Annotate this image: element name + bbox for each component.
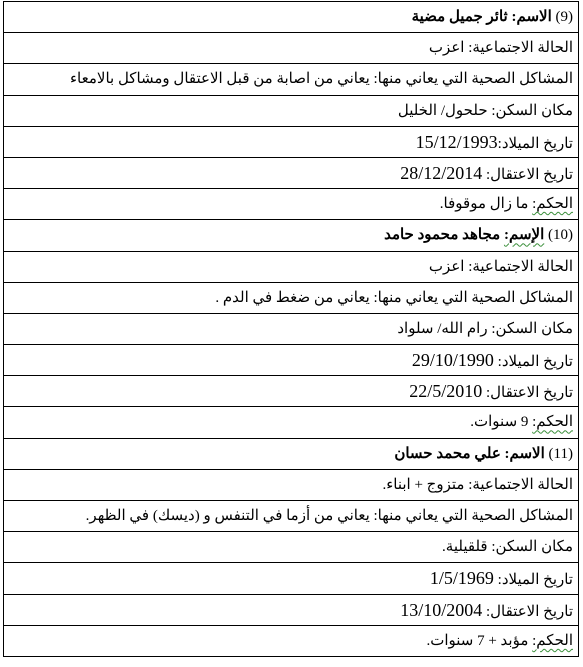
record-11-name-row [4, 439, 578, 470]
record-10-name-row [4, 220, 578, 251]
sentence-label: الحكم: [532, 196, 573, 213]
marital-label: الحالة الاجتماعية: [468, 476, 573, 493]
record-10-marital-row [4, 252, 578, 283]
marital-label: الحالة الاجتماعية: [468, 258, 573, 275]
health-value: يعاني من أزما في التنفس و (ديسك) في الظهر. [85, 508, 370, 524]
health-label: المشاكل الصحية التي يعاني منها: [373, 289, 573, 306]
residence-label: مكان السكن: [491, 539, 573, 556]
record-9-birth-row [4, 127, 578, 158]
arrest-label: تاريخ الاعتقال: [485, 603, 573, 620]
person-name: علي محمد حسان [394, 445, 501, 462]
record-11-birth-row [4, 563, 578, 594]
marital-value: متزوج + ابناء. [382, 476, 465, 493]
name-label: الإسم: [503, 227, 545, 244]
record-11-sentence-row [4, 626, 578, 657]
record-10-birth-row [4, 345, 578, 376]
birth-label: تاريخ الميلاد: [497, 572, 573, 589]
arrest-label: تاريخ الاعتقال: [485, 166, 573, 183]
health-label: المشاكل الصحية التي يعاني منها: [373, 508, 573, 524]
record-9-residence-row [4, 96, 578, 127]
residence-value: قلقيلية. [442, 539, 488, 556]
marital-label: الحالة الاجتماعية: [468, 40, 573, 57]
arrest-label: تاريخ الاعتقال: [485, 385, 573, 402]
birth-date: 15/12/1993 [415, 131, 498, 152]
prisoner-records-table [3, 1, 579, 657]
person-name: ثائر جميل مضية [411, 9, 508, 25]
record-10-health-row [4, 283, 578, 314]
sentence-label: الحكم: [532, 632, 573, 649]
record-number: (11) [548, 445, 573, 462]
health-label: المشاكل الصحية التي يعاني منها: [373, 71, 573, 88]
record-10-sentence-row [4, 407, 578, 438]
arrest-date: 13/10/2004 [400, 599, 483, 620]
health-value: يعاني من اصابة من قبل الاعتقال ومشاكل بالامعاء [70, 71, 370, 88]
health-value: يعاني من ضغط في الدم . [215, 289, 370, 306]
record-11-arrest-row [4, 595, 578, 626]
record-10-residence-row [4, 314, 578, 345]
record-11-health-row [4, 501, 578, 532]
birth-label: تاريخ الميلاد: [497, 135, 573, 152]
record-9-arrest-row [4, 158, 578, 189]
residence-label: مكان السكن: [491, 320, 573, 337]
name-label: الاسم: [511, 9, 552, 25]
record-number: (10) [548, 227, 573, 244]
sentence-value: 9 سنوات. [470, 414, 529, 431]
record-9-marital-row [4, 33, 578, 64]
record-9-health-row [4, 64, 578, 95]
residence-value: رام الله/ سلواد [397, 320, 488, 337]
arrest-date: 28/12/2014 [400, 162, 483, 183]
record-11-marital-row [4, 470, 578, 501]
record-9-name-row [4, 2, 578, 33]
person-name: مجاهد محمود حامد [384, 227, 501, 244]
residence-value: حلحول/ الخليل [397, 102, 488, 119]
birth-label: تاريخ الميلاد: [497, 354, 573, 371]
residence-label: مكان السكن: [491, 102, 573, 119]
arrest-date: 22/5/2010 [409, 381, 483, 402]
record-11-residence-row [4, 532, 578, 563]
birth-date: 29/10/1990 [411, 350, 494, 371]
birth-date: 1/5/1969 [429, 568, 494, 589]
marital-value: اعزب [428, 40, 465, 57]
sentence-value: ما زال موقوفا. [439, 196, 529, 213]
record-number: (9) [555, 9, 573, 25]
record-9-sentence-row [4, 189, 578, 220]
record-10-arrest-row [4, 376, 578, 407]
marital-value: اعزب [428, 258, 465, 275]
sentence-label: الحكم: [532, 414, 573, 431]
sentence-value: مؤبد + 7 سنوات. [426, 632, 529, 649]
name-label: الاسم: [504, 445, 545, 462]
